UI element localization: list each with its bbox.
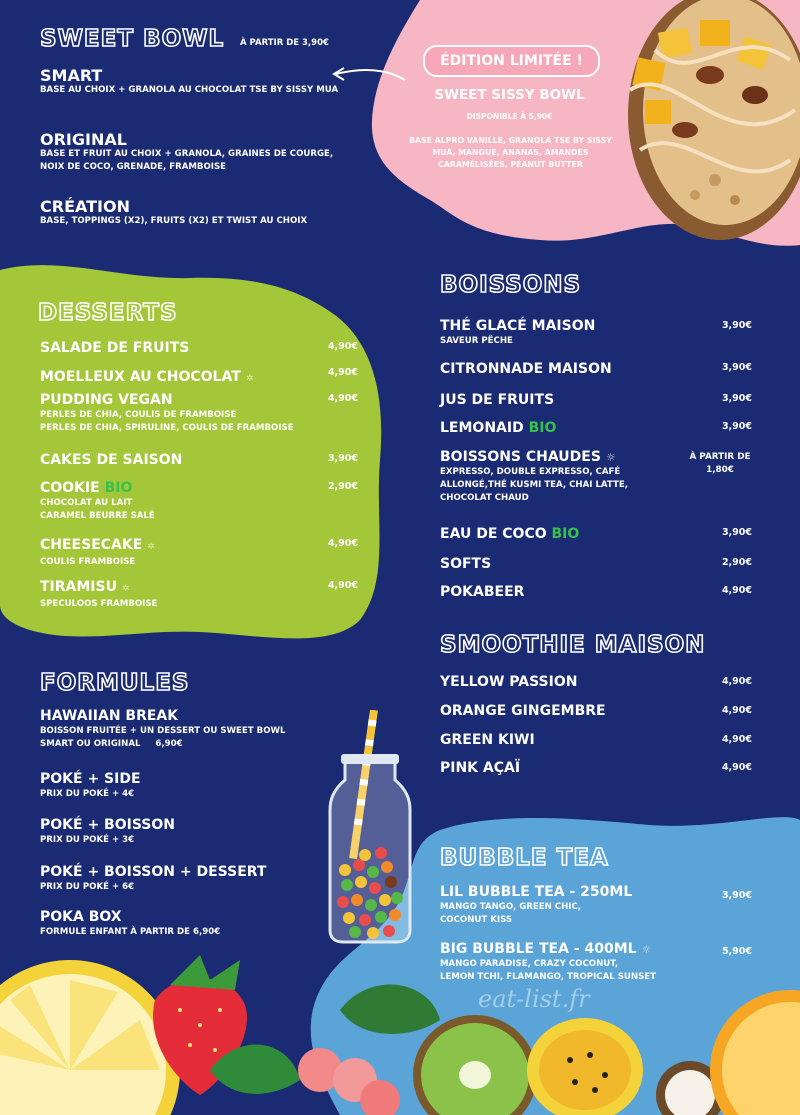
- bubble-tea-price: 3,90€: [721, 890, 752, 901]
- boisson-name: SOFTS: [440, 556, 492, 572]
- lightbulb-icon: ☼: [641, 943, 652, 956]
- dessert-item: CHEESECAKE ✲ COULIS FRAMBOISE: [40, 537, 155, 567]
- formules-title: FORMULES: [40, 670, 190, 696]
- dessert-item: TIRAMISU ✲ SPECULOOS FRAMBOISE: [40, 579, 158, 609]
- formule-name: POKÉ + BOISSON: [40, 817, 175, 833]
- formule-name: POKÉ + BOISSON + DESSERT: [40, 864, 267, 880]
- formule-item: POKÉ + SIDE PRIX DU POKÉ + 4€: [40, 771, 340, 801]
- sweet-bowl-item: CRÉATION BASE, TOPPINGS (X2), FRUITS (X2) ET TWIST AU CHOIX: [40, 197, 308, 226]
- dessert-item: PUDDING VEGAN PERLES DE CHIA, COULIS DE FRAMBOISE PERLES DE CHIA, SPIRULINE, COULIS DE FRAMBOISE: [40, 392, 340, 435]
- limited-edition-badge: ÉDITION LIMITÉE !: [423, 45, 600, 77]
- boisson-name: EAU DE COCO: [440, 526, 547, 542]
- bubble-tea-title: BUBBLE TEA: [440, 845, 609, 871]
- bubble-tea-price: 5,90€: [721, 946, 752, 957]
- smoothie-price: 4,90€: [721, 676, 752, 687]
- boisson-price: À PARTIR DE: [689, 452, 751, 462]
- bubble-tea-item: BIG BUBBLE TEA - 400ML ☼ MANGO PARADISE, CRAZY COCONUT, LEMON TCHI, FLAMANGO, TROPICAL SUNSET: [440, 941, 657, 982]
- boisson-price: 3,90€: [721, 320, 752, 331]
- dessert-name: TIRAMISU: [40, 579, 117, 595]
- star-icon: ✲: [245, 374, 254, 384]
- bio-label: BIO: [551, 526, 580, 542]
- sweet-bowl-title: SWEET BOWL: [40, 26, 225, 52]
- smoothie-price: 4,90€: [721, 734, 752, 745]
- formule-item: HAWAIIAN BREAK BOISSON FRUITÉE + UN DESSERT OU SWEET BOWL SMART OU ORIGINAL 6,90€: [40, 708, 340, 751]
- boisson-name: CITRONNADE MAISON: [440, 361, 612, 377]
- star-icon: ✲: [121, 584, 130, 594]
- sweet-bowl-from-price: À PARTIR DE 3,90€: [240, 38, 329, 48]
- boisson-price: 4,90€: [721, 585, 752, 596]
- formule-name: POKÉ + SIDE: [40, 771, 141, 787]
- boisson-name: BOISSONS CHAUDES: [440, 449, 601, 465]
- dessert-name: SALADE DE FRUITS: [40, 340, 190, 356]
- bubble-tea-item: LIL BUBBLE TEA - 250ML MANGO TANGO, GREEN CHIC, COCONUT KISS: [440, 884, 700, 927]
- lightbulb-icon: ☼: [605, 451, 616, 464]
- boisson-name: POKABEER: [440, 584, 525, 600]
- limited-item-name: SWEET SISSY BOWL: [434, 87, 585, 103]
- bio-label: BIO: [528, 420, 557, 436]
- bio-label: BIO: [104, 480, 133, 496]
- dessert-price: 4,90€: [327, 341, 358, 352]
- formule-item: POKA BOX FORMULE ENFANT À PARTIR DE 6,90€: [40, 909, 340, 939]
- sweet-bowl-item: ORIGINAL BASE ET FRUIT AU CHOIX + GRANOLA, GRAINES DE COURGE, NOIX DE COCO, GRENADE, FRAMBOISE: [40, 130, 334, 172]
- dessert-name: PUDDING VEGAN: [40, 392, 173, 408]
- boisson-price: 2,90€: [721, 557, 752, 568]
- formule-item: POKÉ + BOISSON PRIX DU POKÉ + 3€: [40, 817, 340, 847]
- watermark-text: eat-list.fr: [478, 985, 590, 1013]
- dessert-name-row: [40, 366, 253, 386]
- arrow-icon: [330, 62, 410, 92]
- boisson-item: BOISSONS CHAUDES ☼ EXPRESSO, DOUBLE EXPRESSO, CAFÉ ALLONGÉ,THÉ KUSMI TEA, CHAI LATTE, CHOCOLAT CHAUD: [440, 449, 628, 503]
- formule-name: POKA BOX: [40, 909, 122, 925]
- smoothie-name: PINK AÇAÏ: [440, 760, 521, 776]
- limited-item-desc: BASE ALPRO VANILLE, GRANOLA TSE BY SISSY MUA, MANGUE, ANANAS, AMANDES CARAMÉLISÉES, PEANUT BUTTER: [409, 136, 612, 169]
- dessert-price: 4,90€: [327, 393, 358, 404]
- dessert-price: 4,90€: [327, 367, 358, 378]
- boissons-title: BOISSONS: [440, 272, 582, 298]
- smoothie-name: ORANGE GINGEMBRE: [440, 703, 606, 719]
- boisson-name-row: [440, 526, 579, 543]
- boisson-name-row: [440, 420, 556, 437]
- smoothie-name: GREEN KIWI: [440, 732, 535, 748]
- boisson-price: 3,90€: [721, 421, 752, 432]
- boisson-name: JUS DE FRUITS: [440, 392, 555, 408]
- dessert-price: 2,90€: [327, 481, 358, 492]
- boisson-price-value: 1,80€: [706, 465, 734, 475]
- smoothie-title: SMOOTHIE MAISON: [440, 632, 706, 658]
- boisson-price: 3,90€: [721, 362, 752, 373]
- sweet-bowl-item: SMART BASE AU CHOIX + GRANOLA AU CHOCOLAT TSE BY SISSY MUA: [40, 66, 339, 95]
- smoothie-price: 4,90€: [721, 762, 752, 773]
- bubble-tea-name: LIL BUBBLE TEA - 250ML: [440, 884, 633, 900]
- dessert-item: COOKIE BIO CHOCOLAT AU LAIT CARAMEL BEURRE SALÉ: [40, 480, 155, 521]
- dessert-price: 3,90€: [327, 453, 358, 464]
- dessert-name: MOELLEUX AU CHOCOLAT: [40, 369, 241, 385]
- bubble-tea-name: BIG BUBBLE TEA - 400ML: [440, 941, 637, 957]
- boisson-item: THÉ GLACÉ MAISON SAVEUR PÊCHE: [440, 318, 700, 348]
- dessert-name: COOKIE: [40, 480, 100, 496]
- desserts-title: DESSERTS: [38, 300, 178, 326]
- fruits-illustration: [0, 950, 800, 1115]
- smoothie-price: 4,90€: [721, 705, 752, 716]
- bubble-tea-bottle-image: [325, 710, 415, 945]
- boisson-price: 3,90€: [721, 393, 752, 404]
- dessert-price: 4,90€: [327, 580, 358, 591]
- star-icon: ✲: [147, 542, 155, 552]
- boisson-name: LEMONAID: [440, 420, 524, 436]
- boisson-name: THÉ GLACÉ MAISON: [440, 318, 596, 334]
- boisson-price: 3,90€: [721, 527, 752, 538]
- acai-bowl-image: [615, 0, 800, 245]
- smoothie-name: YELLOW PASSION: [440, 674, 578, 690]
- formule-item: POKÉ + BOISSON + DESSERT PRIX DU POKÉ + 6€: [40, 864, 340, 894]
- limited-item-available: DISPONIBLE À 5,90€: [466, 112, 553, 121]
- dessert-price: 4,90€: [327, 538, 358, 549]
- dessert-name: CAKES DE SAISON: [40, 452, 183, 468]
- dessert-name: CHEESECAKE: [40, 537, 143, 553]
- formule-name: HAWAIIAN BREAK: [40, 708, 179, 724]
